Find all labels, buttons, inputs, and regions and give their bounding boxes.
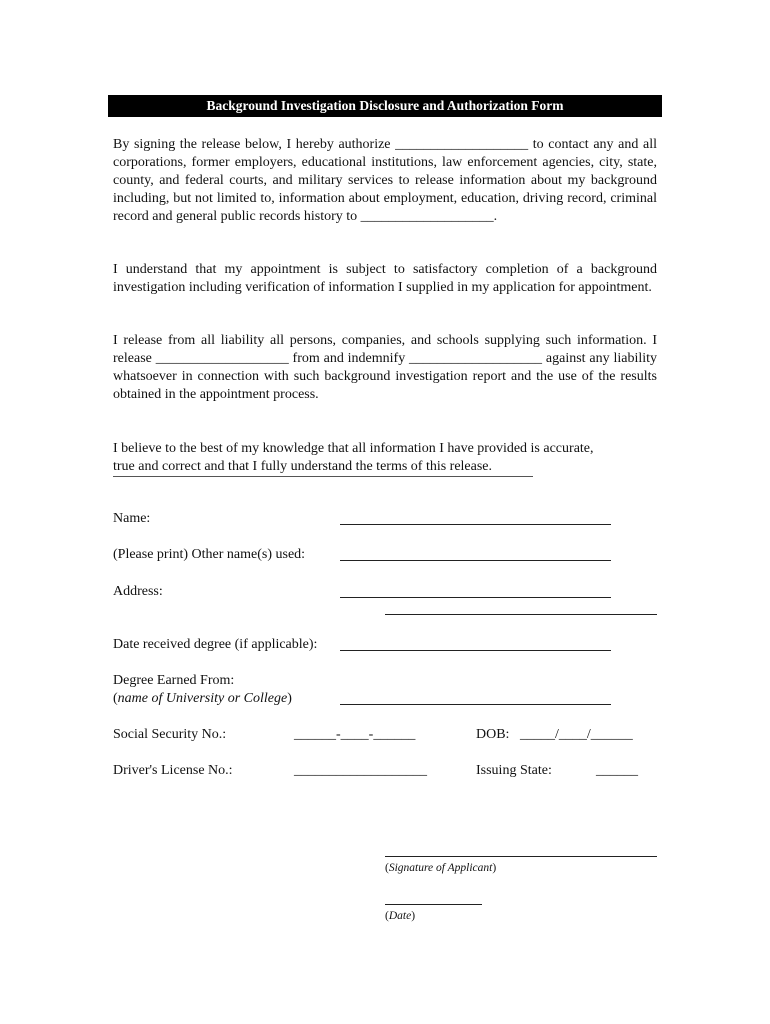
other-names-field[interactable] xyxy=(340,560,611,561)
signature-field[interactable] xyxy=(385,856,657,857)
appointment-paragraph: I understand that my appointment is subject to satisfactory completion of a background investigation including verification of information I supplied in my application for appointment. xyxy=(113,262,657,295)
signature-caption: (Signature of Applicant) xyxy=(385,862,497,874)
name-field[interactable] xyxy=(340,524,611,525)
certification-line-1: I believe to the best of my knowledge that all information I have provided is accurate, xyxy=(113,441,594,456)
degree-from-sublabel-text: name of University or College xyxy=(117,691,288,706)
signature-caption-text: Signature of Applicant xyxy=(388,862,493,874)
degree-from-sublabel: (name of University or College) xyxy=(113,691,292,706)
date-degree-field[interactable] xyxy=(340,650,611,651)
other-names-label: (Please print) Other name(s) used: xyxy=(113,547,306,562)
authorization-paragraph: By signing the release below, I hereby authorize ___________________ to contact any and all corporations, former employers, educational institutions, law enforcement agencies, city, state, county, and federal courts, and military services to release information about my background including, but not limited to, information about employment, education, driving record, criminal record and general public records history to ___________________. xyxy=(113,137,657,224)
degree-from-label: Degree Earned From: xyxy=(113,673,235,688)
release-paragraph: I release from all liability all persons, companies, and schools supplying such information. I release ___________________ from and indemnify ___________________ against any liability whatsoever in connection with such background investigation report and the use of the results obtained in the appointment process. xyxy=(113,333,657,402)
form-title: Background Investigation Disclosure and Authorization Form xyxy=(108,95,662,117)
address-field-line-2[interactable] xyxy=(385,614,657,615)
address-label: Address: xyxy=(113,584,163,599)
date-caption-text: Date xyxy=(388,910,412,922)
certification-paragraph xyxy=(113,440,657,477)
date-caption: (Date) xyxy=(385,910,416,922)
ssn-label: Social Security No.: xyxy=(113,727,227,742)
dob-field[interactable]: _____/____/______ xyxy=(520,727,633,742)
date-field[interactable] xyxy=(385,904,482,905)
ssn-field[interactable]: ______-____-______ xyxy=(294,727,416,742)
certification-line-2: true and correct and that I fully understand the terms of this release. xyxy=(113,458,533,477)
dob-label: DOB: xyxy=(476,727,510,742)
issuing-state-label: Issuing State: xyxy=(476,763,552,778)
issuing-state-field[interactable]: ______ xyxy=(596,763,638,778)
license-field[interactable]: ___________________ xyxy=(294,763,427,778)
name-label: Name: xyxy=(113,511,151,526)
degree-from-field[interactable] xyxy=(340,704,611,705)
date-degree-label: Date received degree (if applicable): xyxy=(113,637,318,652)
address-field-line-1[interactable] xyxy=(340,597,611,598)
license-label: Driver's License No.: xyxy=(113,763,233,778)
